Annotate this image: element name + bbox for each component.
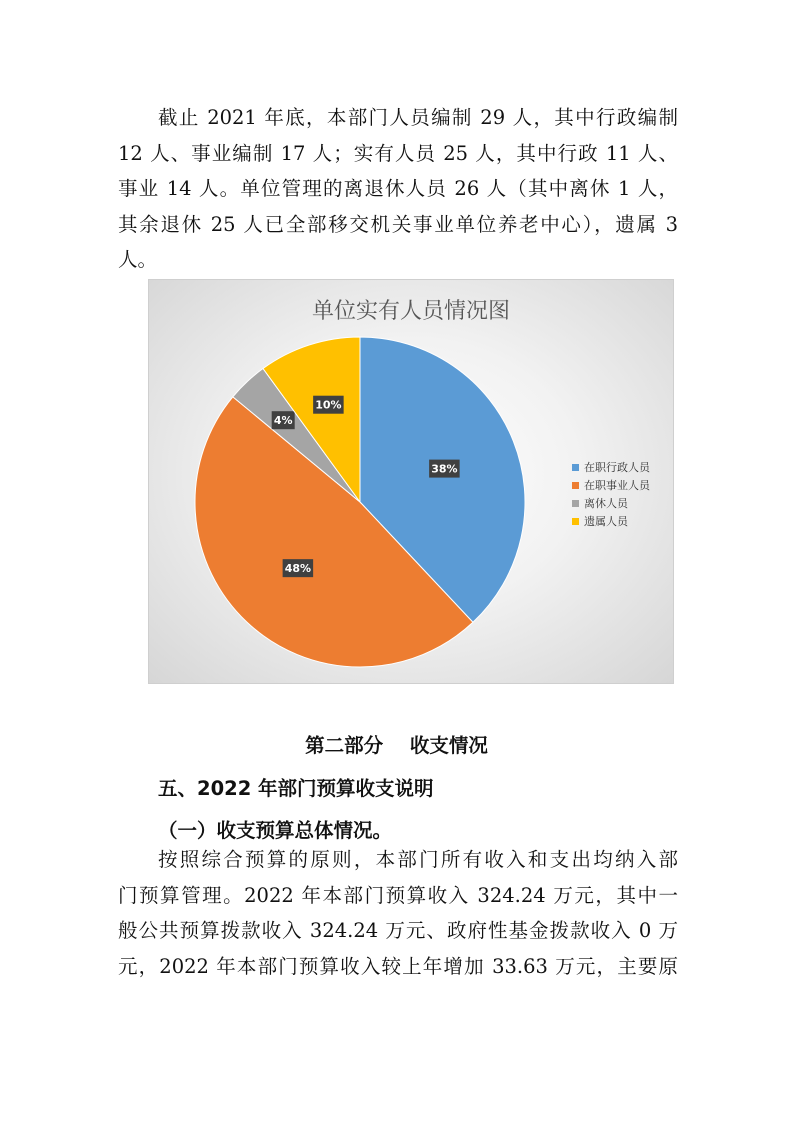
legend-label: 在职行政人员: [584, 461, 650, 474]
data-label-text: 48%: [284, 562, 312, 576]
chart-title: 单位实有人员情况图: [311, 299, 510, 324]
intro-line: 其余退休 25 人已全部移交机关事业单位养老中心），遗属 3: [118, 212, 678, 236]
pie-data-label: [272, 411, 295, 429]
staff-pie-chart: [148, 279, 674, 684]
legend-item: [572, 458, 650, 476]
budget-line: 门预算管理。2022 年本部门预算收入 324.24 万元，其中一: [118, 883, 678, 907]
heading-budget-overview: （一）收支预算总体情况。: [158, 819, 393, 842]
legend-item: [572, 476, 650, 494]
legend-swatch: [572, 500, 579, 507]
budget-line: 般公共预算拨款收入 324.24 万元、政府性基金拨款收入 0 万: [118, 919, 678, 942]
legend-item: [572, 494, 650, 512]
legend-label: 遗属人员: [584, 515, 628, 528]
intro-line: 事业 14 人。单位管理的离退休人员 26 人（其中离休 1 人，: [118, 177, 678, 200]
data-label-text: 10%: [315, 398, 342, 412]
pie-data-label: [283, 559, 314, 577]
intro-line: 人。: [118, 248, 158, 271]
intro-line: 12 人、事业编制 17 人；实有人员 25 人，其中行政 11 人、: [118, 141, 678, 165]
intro-paragraph: [118, 100, 678, 278]
pie-data-label: [429, 460, 460, 478]
intro-line: 截止 2021 年底，本部门人员编制 29 人，其中行政编制: [158, 106, 678, 129]
budget-paragraph: [118, 842, 678, 984]
budget-line: 按照综合预算的原则，本部门所有收入和支出均纳入部: [158, 848, 678, 871]
data-label-text: 38%: [431, 462, 458, 476]
legend-item: [572, 512, 650, 530]
chart-legend: [572, 458, 650, 530]
section-heading: 第二部分 收支情况: [305, 734, 488, 757]
budget-line: 元，2022 年本部门预算收入较上年增加 33.63 万元，主要原: [118, 954, 678, 978]
legend-label: 离休人员: [584, 497, 628, 510]
legend-label: 在职事业人员: [584, 479, 650, 492]
legend-swatch: [572, 482, 579, 489]
legend-swatch: [572, 464, 579, 471]
heading-budget-explanation: 五、2022 年部门预算收支说明: [158, 777, 434, 800]
data-label-text: 4%: [273, 414, 293, 428]
legend-swatch: [572, 518, 579, 525]
pie-data-label: [313, 396, 344, 414]
